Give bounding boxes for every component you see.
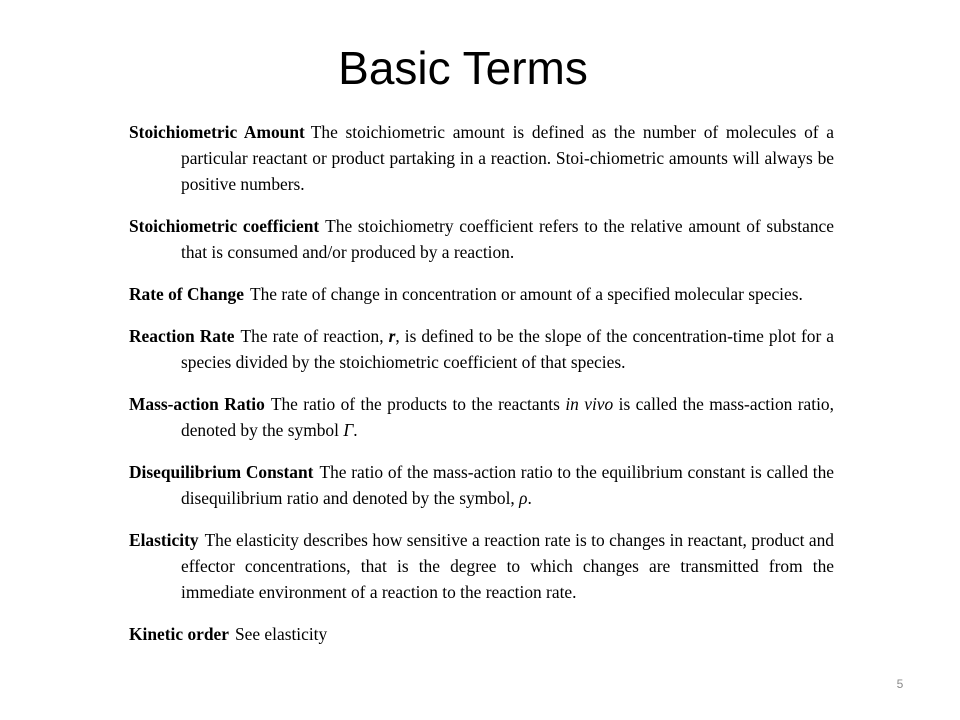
- term-kinetic-order: [129, 621, 834, 647]
- term-definition-part: .: [353, 420, 358, 440]
- gamma-symbol: Γ: [343, 420, 354, 440]
- term-definition: The rate of change in concentration or amount of a specified molecular species.: [249, 284, 803, 304]
- term-definition-part: The rate of reaction,: [240, 326, 384, 346]
- rho-symbol: ρ: [519, 488, 528, 508]
- term-mass-action-ratio: [129, 391, 834, 443]
- term-name: Reaction Rate: [129, 326, 235, 346]
- rate-symbol: r: [388, 326, 396, 346]
- term-name: Rate of Change: [129, 284, 244, 304]
- term-definition-part: .: [527, 488, 532, 508]
- term-definition-part: The ratio of the mass-action ratio to the equilibrium constant is called the disequilibrium ratio and denoted by the symbol,: [181, 462, 834, 508]
- slide-title: Basic Terms: [338, 42, 588, 94]
- term-definition: The elasticity describes how sensitive a reaction rate is to changes in reactant, product and effector concentrations, that is the degree to which changes are transmitted from the immediate environment of a reaction to the reaction rate.: [181, 530, 834, 602]
- emphasis-text: in vivo: [565, 394, 614, 414]
- term-name: Kinetic order: [129, 624, 229, 644]
- term-definition: The stoichiometry coefficient refers to the relative amount of substance that is consumed and/or produced by a reaction.: [181, 216, 834, 262]
- term-name: Stoichiometric Amount: [129, 122, 305, 142]
- term-definition-part: is called the mass-action ratio, denoted by the symbol: [181, 394, 834, 440]
- term-disequilibrium-constant: [129, 459, 834, 511]
- term-elasticity: [129, 527, 834, 605]
- term-stoichiometric-amount: [129, 119, 834, 197]
- term-name: Stoichiometric coefficient: [129, 216, 320, 236]
- term-name: Mass-action Ratio: [129, 394, 265, 414]
- term-definition-part: , is defined to be the slope of the concentration-time plot for a species divided by the stoichiometric coefficient of that species.: [181, 326, 834, 372]
- page-number: 5: [896, 677, 904, 691]
- term-definition: The stoichiometric amount is defined as the number of molecules of a particular reactant or product partaking in a reaction. Stoi-chiometric amounts will always be positive numbers.: [181, 122, 835, 194]
- terms-list: [129, 119, 834, 647]
- term-stoichiometric-coefficient: [129, 213, 834, 265]
- term-definition-part: The ratio of the products to the reactants: [270, 394, 560, 414]
- term-name: Disequilibrium Constant: [129, 462, 314, 482]
- term-reaction-rate: [129, 323, 834, 375]
- term-rate-of-change: [129, 281, 834, 307]
- term-definition: See elasticity: [234, 624, 328, 644]
- term-name: Elasticity: [129, 530, 199, 550]
